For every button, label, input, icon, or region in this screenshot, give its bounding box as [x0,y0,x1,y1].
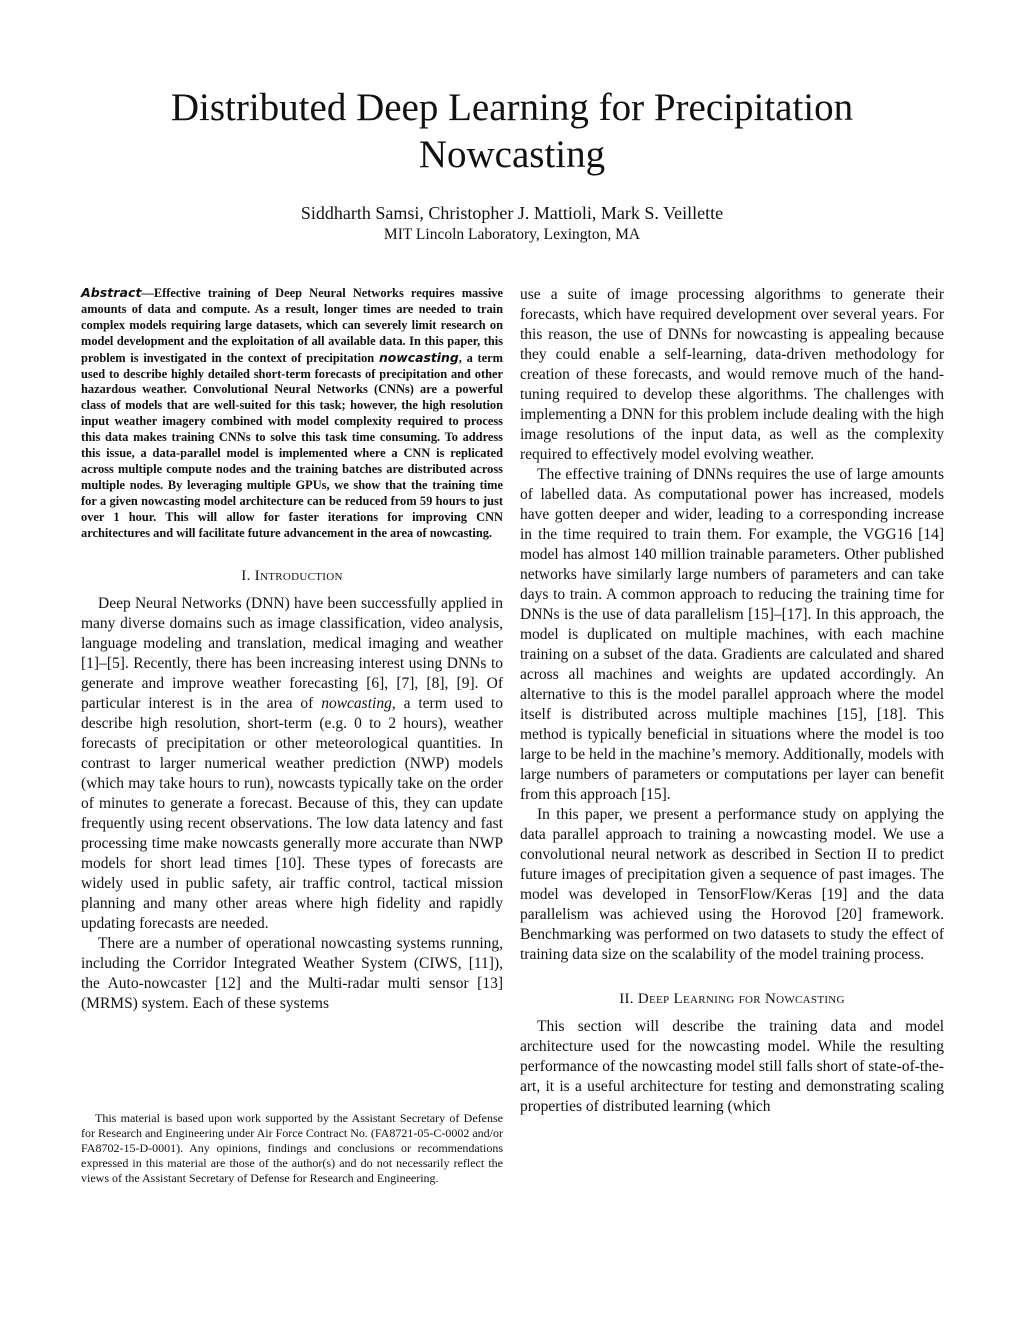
intro-paragraph-2: There are a number of operational nowcasting systems running, including the Corridor Integrated Weather System (CIWS, [11]), the Auto-nowcaster [12] and the Multi-radar multi sensor [13] (MRMS) system. Each of these systems [81,934,503,1012]
left-column [81,285,503,1014]
intro-paragraph-1 [81,594,503,934]
intro-paragraph-3: The effective training of DNNs requires the use of large amounts of labelled data. As computational power has increased, models have gotten deeper and wider, leading to a corresponding increase in the time required to train them. For example, the VGG16 [14] model has almost 140 million trainable parameters. Other published networks have similarly large numbers of parameters and can take days to train. A common approach to reducing the training time for DNNs is the use of data parallelism [15]–[17]. In this approach, the model is duplicated on multiple machines, with each machine training on a subset of the data. Gradients are calculated and shared across all machines and weights are updated accordingly. An alternative to this is the model parallel approach where the model itself is distributed across multiple machines [15], [18]. This method is typically beneficial in situations where the model is too large to be held in the machine’s memory. Additionally, models with large numbers of parameters or computations per layer can benefit from this approach [15]. [520,466,944,803]
affiliation: MIT Lincoln Laboratory, Lexington, MA [383,226,641,243]
abstract: Abstract—Effective training of Deep Neural Networks requires massive amounts of data and compute. As a result, longer times are needed to train complex models requiring large datasets, which can severely limit research on model development and the exploitation of all available data. In this paper, this problem is investigated in the context of precipitation nowcasting, a term used to describe highly detailed short-term forecasts of precipitation and other hazardous weather. Convolutional Neural Networks (CNNs) are a powerful class of models that are well-suited for this task; however, the high resolution input weather imagery combined with model complexity required to process this data makes training CNNs to solve this task time consuming. To address this issue, a data-parallel model is implemented where a CNN is replicated across multiple compute nodes and the training batches are distributed across multiple nodes. By leveraging multiple GPUs, we show that the training time for a given nowcasting model architecture can be reduced from 59 hours to just over 1 hour. This will allow for faster iterations for improving CNN architectures and will facilitate future advancement in the area of nowcasting. [81,285,504,540]
abstract-text-start: Effective training of Deep Neural Networks requires massive amounts of data and compute. As a result, longer times are needed to train complex models requiring large datasets, which can severely limit research on model development and the exploitation of all available data. In this paper, this problem is investigated in the context of precipitation [81,286,503,365]
intro-p1-emphasis: nowcasting [321,694,392,712]
section-heading-deep-learning: II. Deep Learning for Nowcasting [619,991,845,1007]
abstract-emphasis: nowcasting [378,349,459,365]
intro-p1-start: Deep Neural Networks (DNN) have been successfully applied in many diverse domains such as image classification, video analysis, language modeling and translation, medical imaging and weather [1]–[5]. Recently, there has been increasing interest using DNNs to generate and improve weather forecasting [6], [7], [8], [9]. Of particular interest is in the area of [81,594,503,712]
footnote: This material is based upon work supported by the Assistant Secretary of Defense for Research and Engineering under Air Force Contract No. (FA8721-05-C-0002 and/or FA8702-15-D-0001). Any opinions, findings and conclusions or recommendations expressed in this material are those of the author(s) and do not necessarily reflect the views of the Assistant Secretary of Defense for Research and Engineering. [81,1111,503,1185]
section2-paragraph-1: This section will describe the training data and model architecture used for the nowcasting model. While the resulting performance of the nowcasting model still falls short of state-of-the-art, it is a useful architecture for testing and demonstrating scaling properties of distributed learning (which [520,1018,944,1115]
right-column [520,285,944,1117]
intro-p1-end: , a term used to describe high resolution, short-term (e.g. 0 to 2 hours), weather forecasts of precipitation or other meteorological quantities. In contrast to larger numerical weather prediction (NWP) models (which may take hours to run), nowcasts typically take on the order of minutes to generate a forecast. Because of this, they can update frequently using recent observations. The low data latency and fast processing time make nowcasts generally more accurate than NWP models for short lead times [10]. These types of forecasts are widely used in public safety, air traffic control, tactical mission planning and many other areas where high fidelity and rapidly updating forecasts are needed. [81,694,503,932]
author-list: Siddharth Samsi, Christopher J. Mattioli, Mark S. Veillette [300,203,724,223]
abstract-text-end: , a term used to describe highly detailed short-term forecasts of precipitation and other hazardous weather. Convolutional Neural Networks (CNNs) are a powerful class of models that are well-suited for this task; however, the high resolution input weather imagery combined with model complexity required to process this data makes training CNNs to solve this task time consuming. To address this issue, a data-parallel model is implemented where a CNN is replicated across multiple compute nodes and the training batches are distributed across multiple nodes. By leveraging multiple GPUs, we show that the training time for a given nowcasting model architecture can be reduced from 59 hours to just over 1 hour. This will allow for faster iterations for improving CNN architectures and will facilitate future advancement in the area of nowcasting. [81,350,504,540]
abstract-label: Abstract [81,285,142,300]
paper-title: Distributed Deep Learning for Precipitation Nowcasting [170,86,854,176]
intro-paragraph-2-continued: use a suite of image processing algorithms to generate their forecasts, which have required development over several years. For this reason, the use of DNNs for nowcasting is appealing because they could enable a self-learning, data-driven methodology for creation of these forecasts, and would remove much of the hand-tuning required to develop these algorithms. The challenges with implementing a DNN for this problem include dealing with the high image resolutions of the input data, as well as the complexity required to effectively model evolving weather. [520,286,944,463]
intro-paragraph-4: In this paper, we present a performance study on applying the data parallel approach to training a nowcasting model. We use a convolutional neural network as described in Section II to predict future images of precipitation given a sequence of past images. The model was developed in TensorFlow/Keras [19] and the data parallelism was achieved using the Horovod [20] framework. Benchmarking was performed on two datasets to study the effect of training data size on the scalability of the model training process. [520,806,944,963]
section-heading-introduction: I. Introduction [241,567,343,584]
